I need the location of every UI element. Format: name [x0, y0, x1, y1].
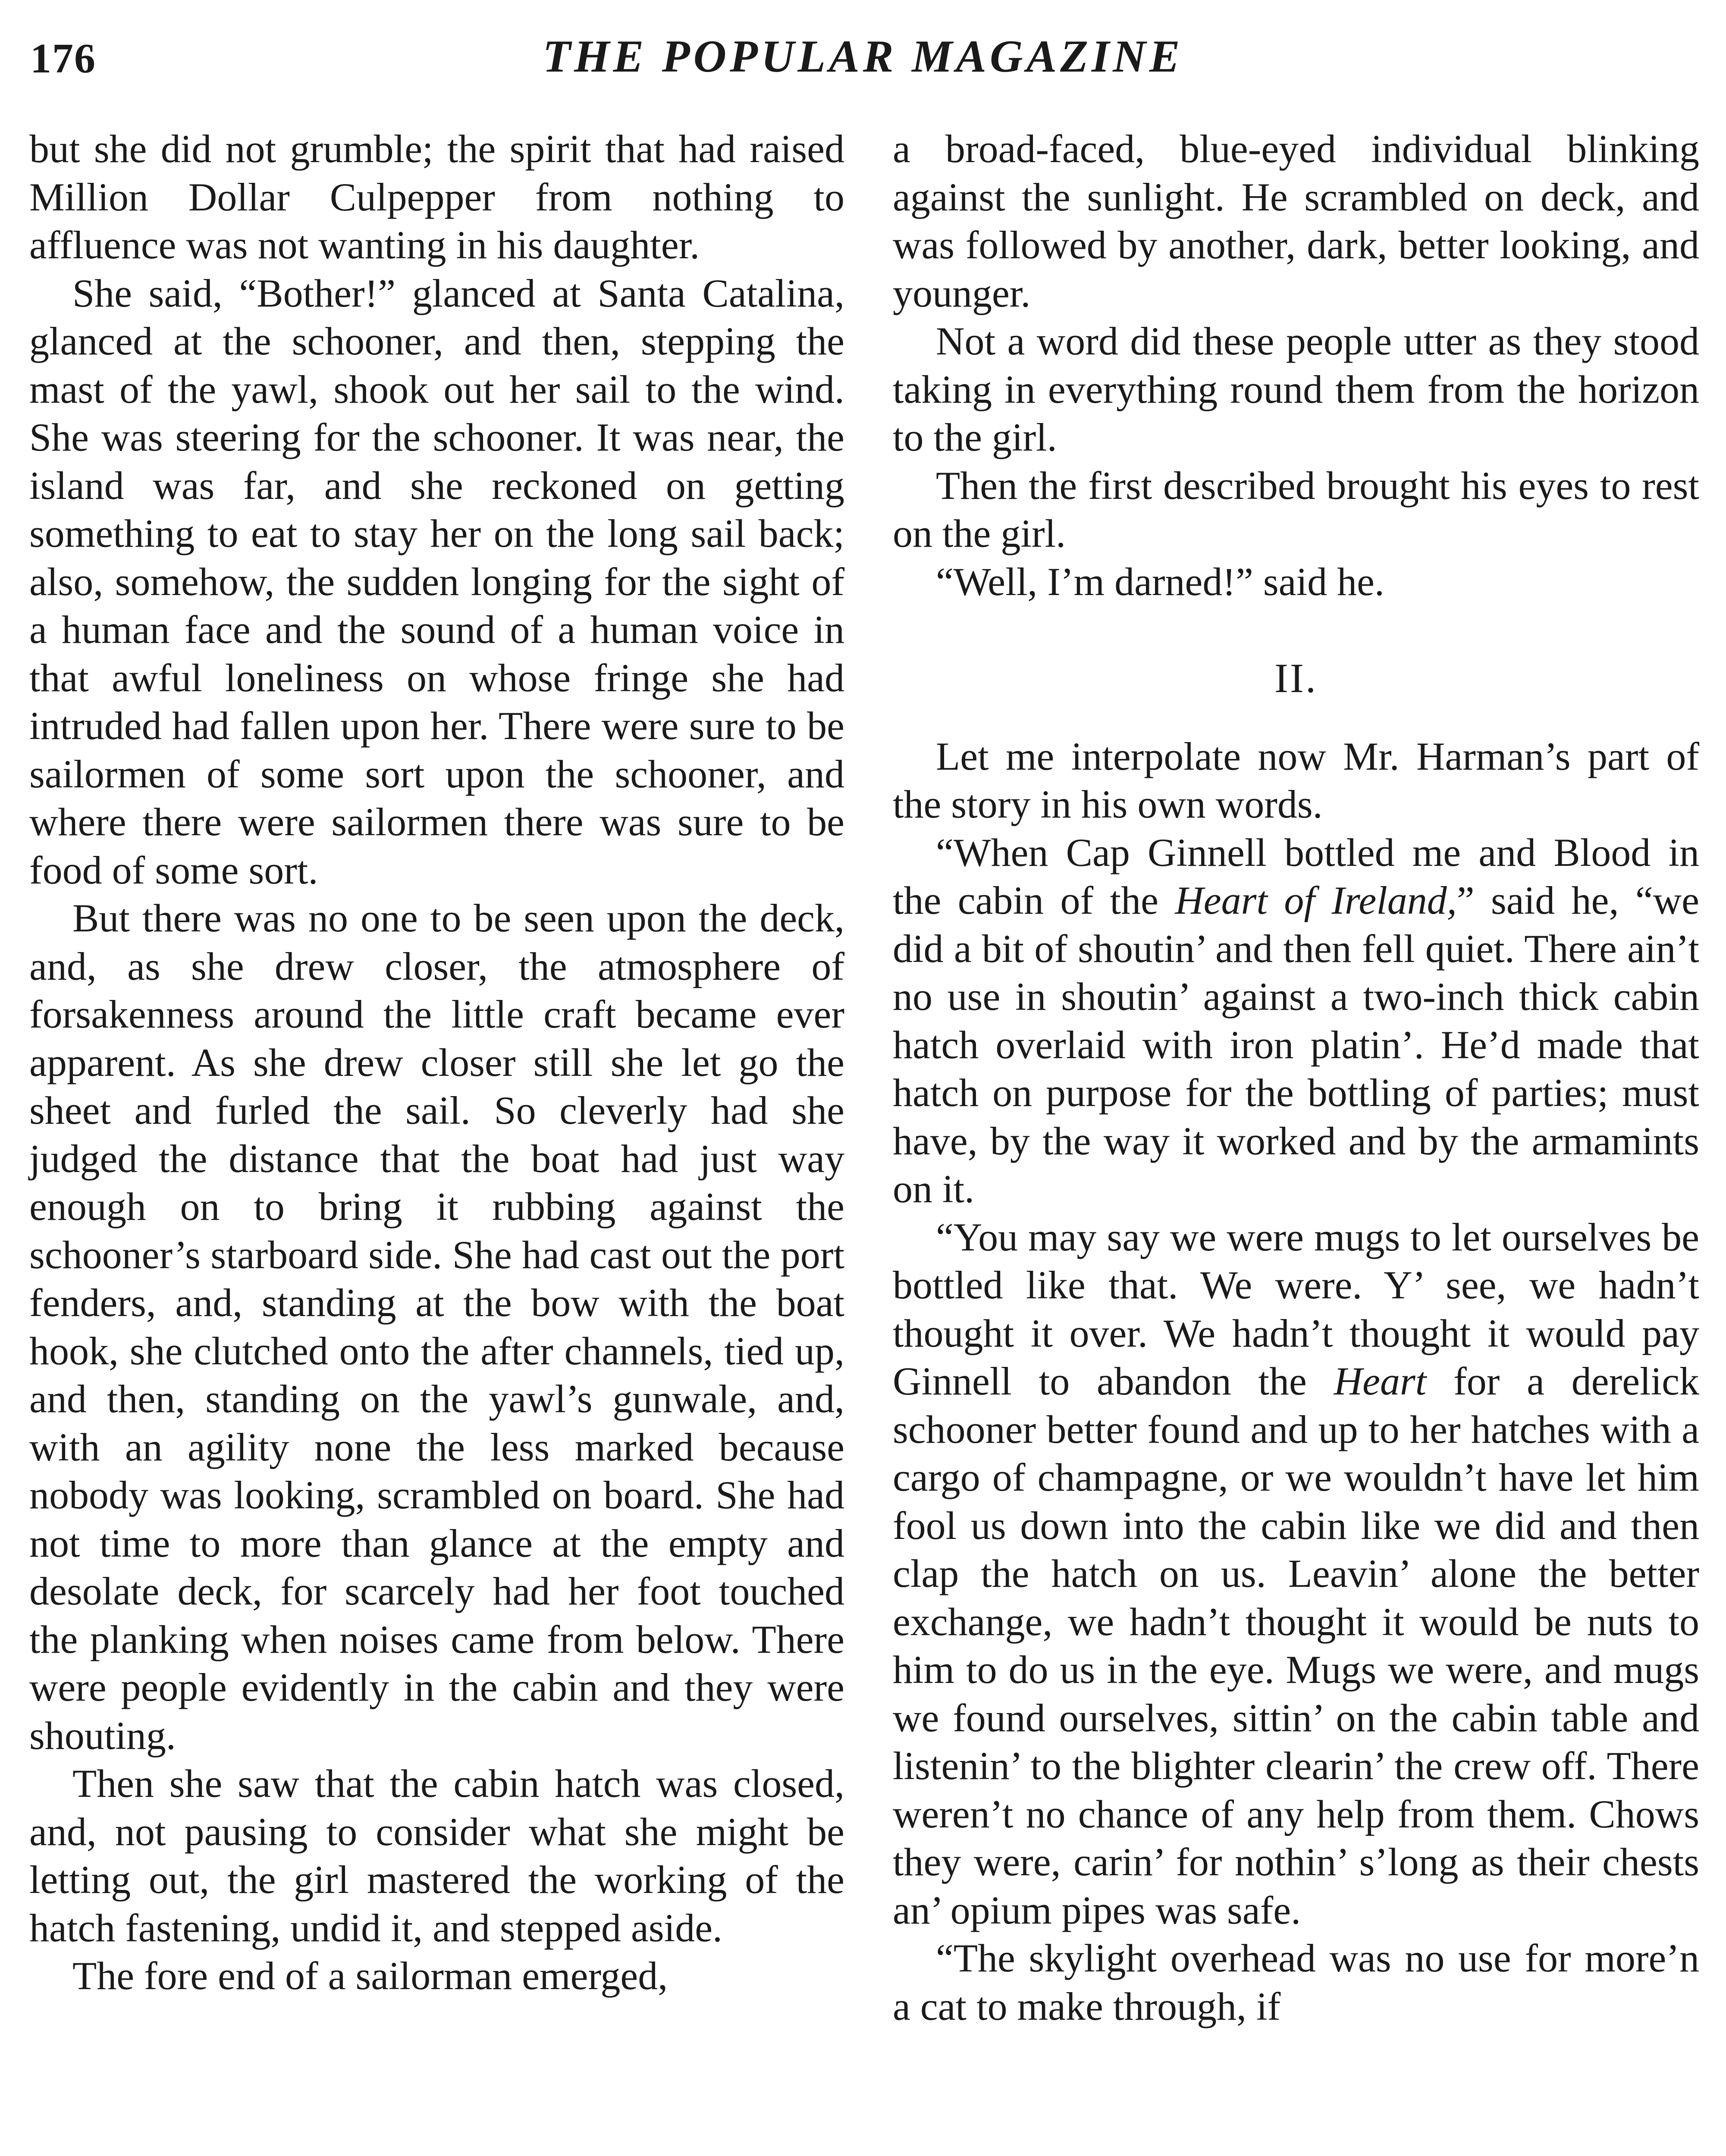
page-header	[30, 30, 1696, 95]
paragraph: but she did not grumble; the spirit that had raised Million Dollar Culpepper from nothing to affluence was not wanting in his daughter.	[29, 127, 844, 267]
paragraph: Then she saw that the cabin hatch was closed, and, not pausing to consider what she might be letting out, the girl mastered the working of the hatch fastening, undid it, and stepped aside.	[29, 1761, 844, 1950]
paragraph: “Well, I’m darned!” said he.	[936, 559, 1384, 604]
paragraph	[893, 1213, 1699, 1935]
page-number: 176	[30, 35, 96, 82]
running-title: THE POPULAR MAGAZINE	[543, 31, 1183, 81]
paragraph: Then the first described brought his eyes to rest on the girl.	[893, 463, 1699, 555]
paragraph: But there was no one to be seen upon the deck, and, as she drew closer, the atmosphere of forsakenness around the little craft became ever apparent. As she drew closer still she let go the sheet and furled the sail. So cleverly had she judged the distance that the boat had just way enough on to bring it rubbing against the schooner’s starboard side. She had cast out the port fenders, and, standing at the bow with the boat hook, she clutched onto the after channels, tied up, and then, standing on the yawl’s gunwale, and, with an agility none the less marked because nobody was looking, scrambled on board. She had not time to more than glance at the empty and desolate deck, for scarcely had her foot touched the planking when noises came from below. There were people evidently in the cabin and they were shouting.	[29, 896, 844, 1758]
paragraph	[893, 829, 1699, 1213]
ship-name: Heart of Ireland,	[1175, 878, 1457, 922]
ship-name: Heart	[1334, 1359, 1427, 1403]
paragraph: Let me interpolate now Mr. Harman’s part of the story in his own words.	[893, 734, 1699, 826]
paragraph: She said, “Bother!” glanced at Santa Catalina, glanced at the schooner, and then, stepping the mast of the yawl, shook out her sail to the wind. She was steering for the schooner. It was near, the island was far, and she reckoned on getting something to eat to stay her on the long sail back; also, somehow, the sudden longing for the sight of a human face and the sound of a human voice in that awful loneliness on whose fringe she had intruded had fallen upon her. There were sure to be sailormen of some sort upon the schooner, and where there were sailormen there was sure to be food of some sort.	[29, 271, 844, 892]
paragraph-text: for a derelick schooner better found and up to her hatches with a cargo of champagne, or we wouldn’t have let him fool us down into the cabin like we did and then clap the hatch on us. Leavin’ alone the better exchange, we hadn’t thought it would be nuts to him to do us in the eye. Mugs we were, and mugs we found ourselves, sittin’ on the cabin table and listenin’ to the blighter clearin’ the crew off. There weren’t no chance of any help from them. Chows they were, carin’ for nothin’ s’long as their chests an’ opium pipes was safe.	[893, 1359, 1699, 1932]
paragraph-text: ” said he, “we did a bit of shoutin’ and then fell quiet. There ain’t no use in shoutin’ against a two-inch thick cabin hatch overlaid with iron platin’. He’d made that hatch on purpose for the bottling of parties; must have, by the way it worked and by the armamints on it.	[893, 878, 1699, 1211]
paragraph: The fore end of a sailorman emerged,	[72, 1954, 668, 1998]
paragraph: a broad-faced, blue-eyed individual blinking against the sunlight. He scrambled on deck, and was followed by another, dark, better looking, and younger.	[893, 127, 1699, 315]
paragraph-text: “You may say we were mugs to let ourselves be bottled like that. We were. Y’ see, we hadn’t thought it over. We hadn’t thought it would pay Ginnell to abandon the	[893, 1215, 1699, 1403]
section-heading: II.	[1274, 655, 1318, 701]
paragraph: “The skylight overhead was no use for more’n a cat to make through, if	[893, 1936, 1699, 2028]
paragraph-text: “When Cap Ginnell bottled me and Blood in the cabin of the	[893, 830, 1699, 922]
paragraph: Not a word did these people utter as they stood taking in everything round them from the horizon to the girl.	[893, 319, 1699, 459]
right-column	[893, 125, 1699, 2031]
left-column	[29, 125, 844, 2000]
